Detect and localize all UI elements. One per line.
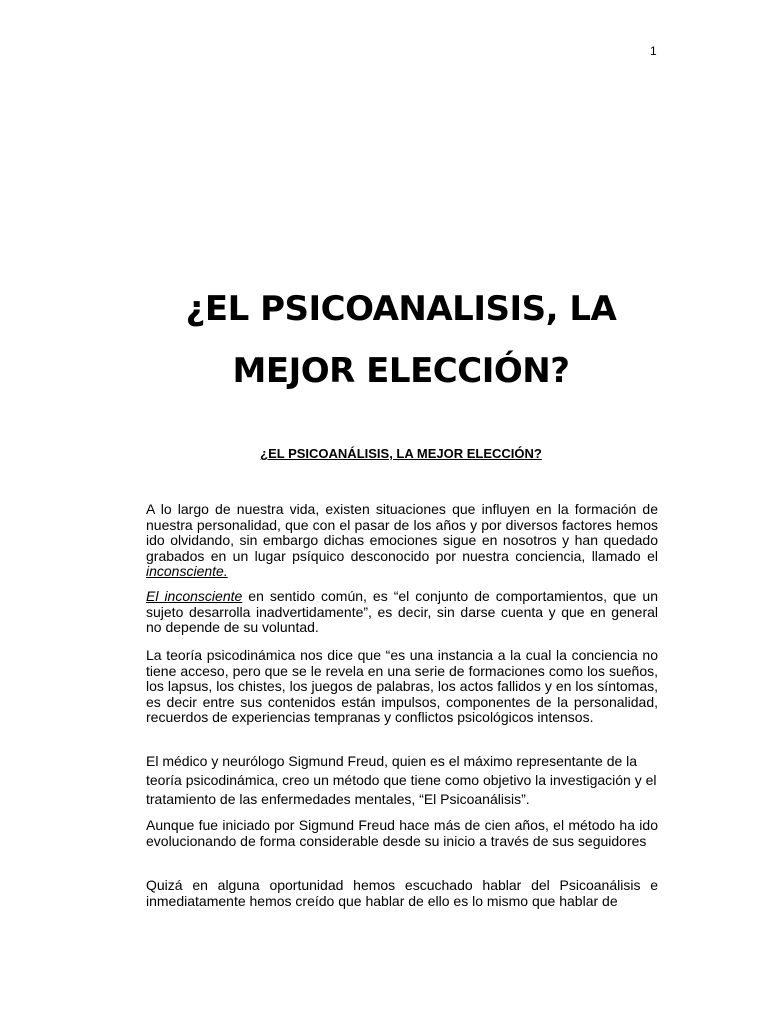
paragraph-2: [146, 589, 658, 636]
paragraph-4: El médico y neurólogo Sigmund Freud, quien es el máximo representante de la teoría psicodinámica, creo un método que tiene como objetivo la investigación y el tratamiento de las enfermedades mentales, “El Psicoanálisis”.: [146, 753, 657, 807]
document-title: [100, 278, 702, 402]
paragraph-6: Quizá en alguna oportunidad hemos escuchado hablar del Psicoanálisis e inmediatamente hemos creído que hablar de ello es lo mismo que hablar de: [146, 877, 658, 909]
paragraph-1-text: A lo largo de nuestra vida, existen situaciones que influyen en la formación de nuestra personalidad, que con el pasar de los años y por diversos factores hemos ido olvidando, sin embargo dichas emociones sigue en nosotros y han quedado grabados en un lugar psíquico desconocido por nuestra conciencia, llamado el: [146, 501, 658, 564]
section-subtitle: ¿EL PSICOANÁLISIS, LA MEJOR ELECCIÓN?: [260, 446, 542, 461]
paragraph-2-text: en sentido común, es “el conjunto de comportamientos, que un sujeto desarrolla inadvertidamente”, es decir, sin darse cuenta y que en general no depende de su voluntad.: [146, 588, 658, 636]
document-title-line-2: MEJOR ELECCIÓN?: [232, 351, 570, 391]
paragraph-3: La teoría psicodinámica nos dice que “es una instancia a la cual la conciencia no tiene acceso, pero que se le revela en una serie de formaciones como los sueños, los lapsus, los chistes, los juegos de palabras, los actos fallidos y en los síntomas, es decir entre sus contenidos están impulsos, componentes de la personalidad, recuerdos de experiencias tempranas y conflictos psicológicos intensos.: [146, 647, 658, 726]
paragraph-1-emphasis: inconsciente.: [146, 563, 228, 580]
paragraph-1: [146, 502, 658, 580]
page-number: 1: [650, 44, 657, 58]
paragraph-2-emphasis: El inconsciente: [146, 588, 243, 604]
document-title-line-1: ¿EL PSICOANALISIS, LA: [185, 289, 617, 329]
paragraph-5: Aunque fue iniciado por Sigmund Freud hace más de cien años, el método ha ido evolucionando de forma considerable desde su inicio a través de sus seguidores: [146, 817, 658, 849]
